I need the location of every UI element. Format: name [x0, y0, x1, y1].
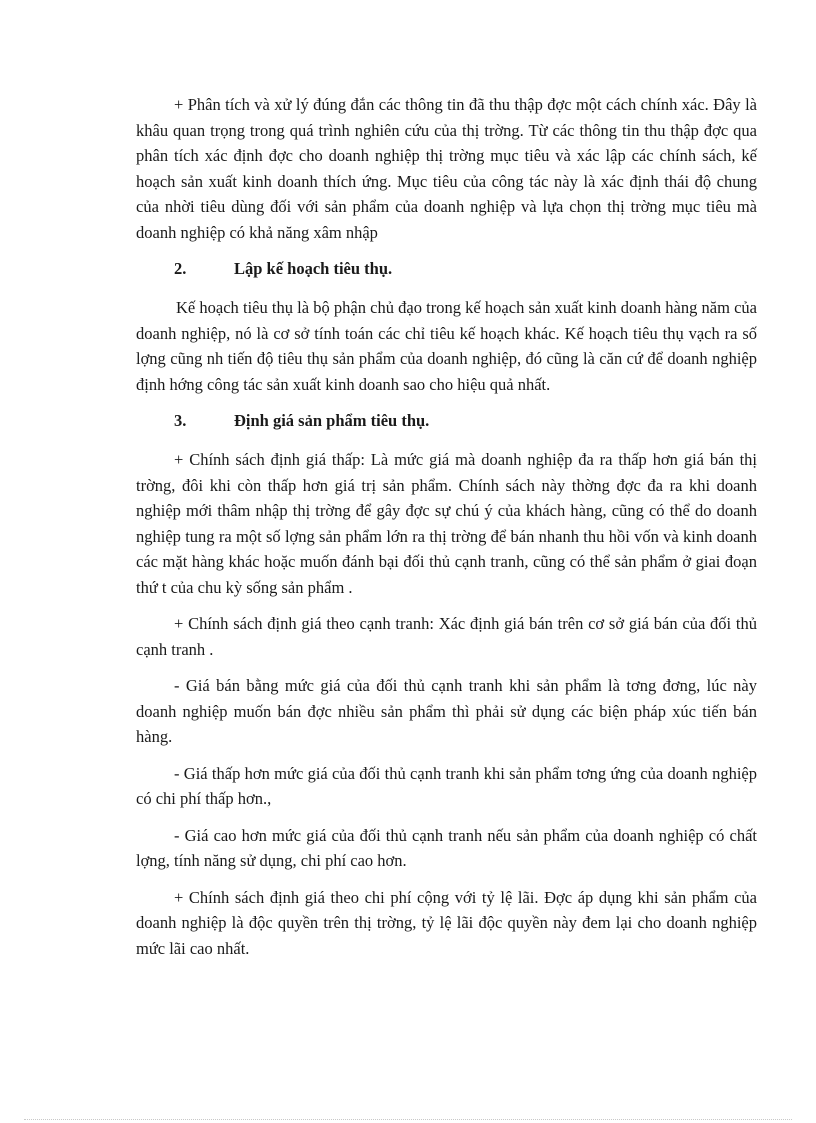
section-number: 3.: [174, 411, 187, 430]
paragraph-cost-plus-policy: + Chính sách định giá theo chi phí cộng với tỷ lệ lãi. Đợc áp dụng khi sản phẩm của doanh nghiệp là độc quyền trên thị trờng, tỷ lệ lãi độc quyền này đem lại cho doanh nghiệp mức lãi cao nhất.: [136, 887, 757, 958]
section-number: 2.: [174, 259, 187, 278]
section-heading-3: [136, 408, 757, 433]
document-page: [136, 92, 757, 972]
paragraph-competitive-price-policy: + Chính sách định giá theo cạnh tranh: Xác định giá bán trên cơ sở giá bán của đối thủ cạnh tranh .: [136, 614, 757, 659]
paragraph-equal-price: - Giá bán bằng mức giá của đối thủ cạnh tranh khi sản phẩm là tơng đơng, lúc này doanh nghiệp muốn bán đợc nhiều sản phẩm thì phải sử dụng các biện pháp xúc tiến bán hàng.: [136, 676, 757, 746]
paragraph-analysis: + Phân tích và xử lý đúng đắn các thông tin đã thu thập đợc một cách chính xác. Đây là khâu quan trọng trong quá trình nghiên cứu của thị trờng. Từ các thông tin thu thập đợc qua phân tích xác định đợc cho doanh nghiệp thị trờng mục tiêu và xác lập các chính sách, kế hoạch sản xuất kinh doanh thích ứng. Mục tiêu của công tác này là xác định thái độ chung của nhời tiêu dùng đối với sản phẩm của doanh nghiệp và lựa chọn thị trờng mục tiêu mà doanh nghiệp có khả năng xâm nhập: [136, 95, 757, 242]
page-bottom-rule: [24, 1119, 792, 1120]
section-title: Lập kế hoạch tiêu thụ.: [234, 259, 393, 278]
paragraph-low-price-policy: + Chính sách định giá thấp: Là mức giá mà doanh nghiệp đa ra thấp hơn giá bán thị trờng, đôi khi còn thấp hơn giá trị sản phẩm. Chính sách này thờng đợc đa ra khi doanh nghiệp mới thâm nhập thị trờng để gây đợc sự chú ý của khách hàng, cũng có thể do doanh nghiệp tung ra một số lợng sản phẩm lớn ra thị trờng để bán nhanh thu hồi vốn và kinh doanh các mặt hàng khác hoặc muốn đánh bại đối thủ cạnh tranh, cũng có thể sản phẩm ở giai đoạn thứ t của chu kỳ sống sản phẩm .: [136, 450, 757, 597]
paragraph-lower-price: - Giá thấp hơn mức giá của đối thủ cạnh tranh khi sản phẩm tơng ứng của doanh nghiệp có chi phí thấp hơn.,: [136, 763, 757, 808]
section-heading-2: [136, 256, 757, 281]
paragraph-sales-plan: Kế hoạch tiêu thụ là bộ phận chủ đạo trong kế hoạch sản xuất kinh doanh hàng năm của doanh nghiệp, nó là cơ sở tính toán các chỉ tiêu kế hoạch khác. Kế hoạch tiêu thụ vạch ra số lợng cũng nh tiến độ tiêu thụ sản phẩm của doanh nghiệp, đó cũng là căn cứ để doanh nghiệp định hớng công tác sản xuất kinh doanh sao cho hiệu quả nhất.: [136, 298, 757, 394]
paragraph-higher-price: - Giá cao hơn mức giá của đối thủ cạnh tranh nếu sản phẩm của doanh nghiệp có chất lợng, tính năng sử dụng, chi phí cao hơn.: [136, 825, 757, 870]
section-title: Định giá sản phẩm tiêu thụ.: [234, 411, 430, 430]
